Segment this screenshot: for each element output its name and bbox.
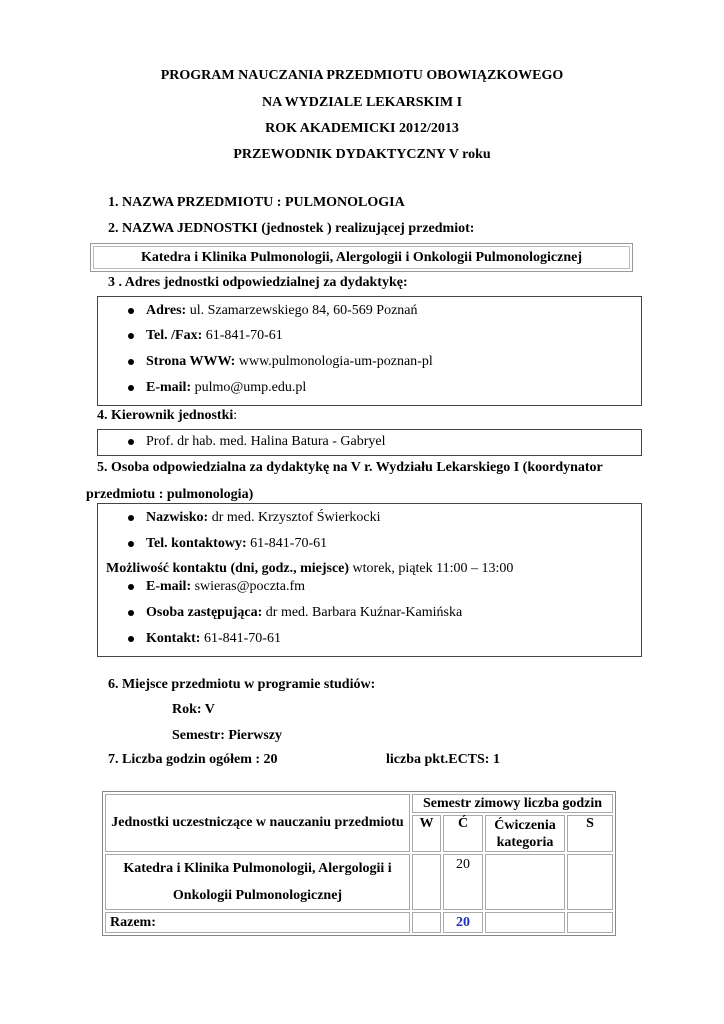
address-box — [97, 296, 642, 406]
deputy-contact-label: Kontakt: — [146, 631, 201, 646]
deputy-value: dr med. Barbara Kuźnar-Kamińska — [262, 605, 463, 620]
tel-fax-value: 61-841-70-61 — [202, 328, 283, 343]
section-4-colon: : — [233, 408, 238, 423]
hours-table — [102, 791, 616, 936]
coordinator-name-label: Nazwisko: — [146, 510, 209, 525]
total-w-cell — [412, 912, 441, 933]
coordinator-tel-value: 61-841-70-61 — [246, 536, 328, 551]
coordinator-email-link[interactable]: swieras@poczta.fm — [191, 579, 306, 594]
section-4-label: 4. Kierownik jednostki — [97, 408, 234, 423]
row-unit-name — [105, 854, 410, 910]
row-unit-name-line-1: Katedra i Klinika Pulmonologii, Alergologii i — [123, 861, 392, 876]
coordinator-name-value: dr med. Krzysztof Świerkocki — [208, 510, 381, 525]
section-5-heading-line-1: 5. Osoba odpowiedzialna za dydaktykę na V r. Wydziału Lekarskiego I (koordynator — [97, 460, 603, 475]
email-label: E-mail: — [146, 380, 192, 395]
head-name: Prof. dr hab. med. Halina Batura - Gabryel — [146, 434, 386, 449]
title-line-2: NA WYDZIALE LEKARSKIM I — [261, 95, 463, 110]
header-units: Jednostki uczestniczące w nauczaniu przedmiotu — [105, 794, 410, 852]
head-box — [97, 429, 642, 456]
coordinator-email-label: E-mail: — [146, 579, 192, 594]
table-row — [105, 854, 613, 910]
section-1-subject-name: 1. NAZWA PRZEDMIOTU : PULMONOLOGIA — [108, 195, 405, 210]
website-label: Strona WWW: — [146, 354, 236, 369]
section-2-unit-heading: 2. NAZWA JEDNOSTKI (jednostek ) realizującej przedmiot: — [108, 221, 475, 236]
contact-hours-label: Możliwość kontaktu (dni, godz., miejsce) — [106, 561, 350, 576]
total-s-cell — [567, 912, 613, 933]
total-label: Razem: — [105, 912, 410, 933]
year: Rok: V — [172, 702, 215, 717]
title-line-4: PRZEWODNIK DYDAKTYCZNY V roku — [233, 147, 491, 162]
total-exercises-cell — [485, 912, 565, 933]
unit-name: Katedra i Klinika Pulmonologii, Alergologii i Onkologii Pulmonologicznej — [140, 250, 583, 265]
title-line-1: PROGRAM NAUCZANIA PRZEDMIOTU OBOWIĄZKOWEGO — [160, 68, 564, 83]
deputy-label: Osoba zastępująca: — [146, 605, 263, 620]
coordinator-tel-label: Tel. kontaktowy: — [146, 536, 247, 551]
website-link[interactable]: www.pulmonologia-um-poznan-pl — [235, 354, 433, 369]
address-value: ul. Szamarzewskiego 84, 60-569 Poznań — [186, 303, 418, 318]
row-unit-name-line-2: Onkologii Pulmonologicznej — [172, 888, 343, 903]
deputy-contact-value: 61-841-70-61 — [200, 631, 281, 646]
header-semester: Semestr zimowy liczba godzin — [412, 794, 613, 813]
section-3-address-heading: 3 . Adres jednostki odpowiedzialnej za dydaktykę: — [108, 275, 408, 290]
tel-fax-label: Tel. /Fax: — [146, 328, 203, 343]
unit-name-box — [90, 243, 633, 272]
section-5-heading-line-2: przedmiotu : pulmonologia) — [86, 487, 254, 502]
contact-hours — [106, 561, 513, 577]
header-s: S — [567, 815, 613, 852]
coordinator-box — [97, 503, 642, 657]
table-row-total — [105, 912, 613, 933]
row-exercises-cell — [485, 854, 565, 910]
ects-points: liczba pkt.ECTS: 1 — [386, 752, 500, 767]
title-line-3: ROK AKADEMICKI 2012/2013 — [265, 121, 459, 136]
total-c-cell: 20 — [443, 912, 483, 933]
contact-hours-value: wtorek, piątek 11:00 – 13:00 — [349, 561, 514, 576]
header-w: W — [412, 815, 441, 852]
row-c-cell: 20 — [443, 854, 483, 910]
email-link[interactable]: pulmo@ump.edu.pl — [191, 380, 307, 395]
header-c: Ć — [443, 815, 483, 852]
row-s-cell — [567, 854, 613, 910]
semester: Semestr: Pierwszy — [172, 728, 283, 743]
row-w-cell — [412, 854, 441, 910]
section-4-head-heading — [97, 408, 237, 424]
section-7-total-hours: 7. Liczba godzin ogółem : 20 — [108, 752, 278, 767]
header-exercises-category: Ćwiczenia kategoria — [485, 815, 565, 852]
section-6-heading: 6. Miejsce przedmiotu w programie studiów: — [108, 677, 376, 692]
address-label: Adres: — [146, 303, 187, 318]
